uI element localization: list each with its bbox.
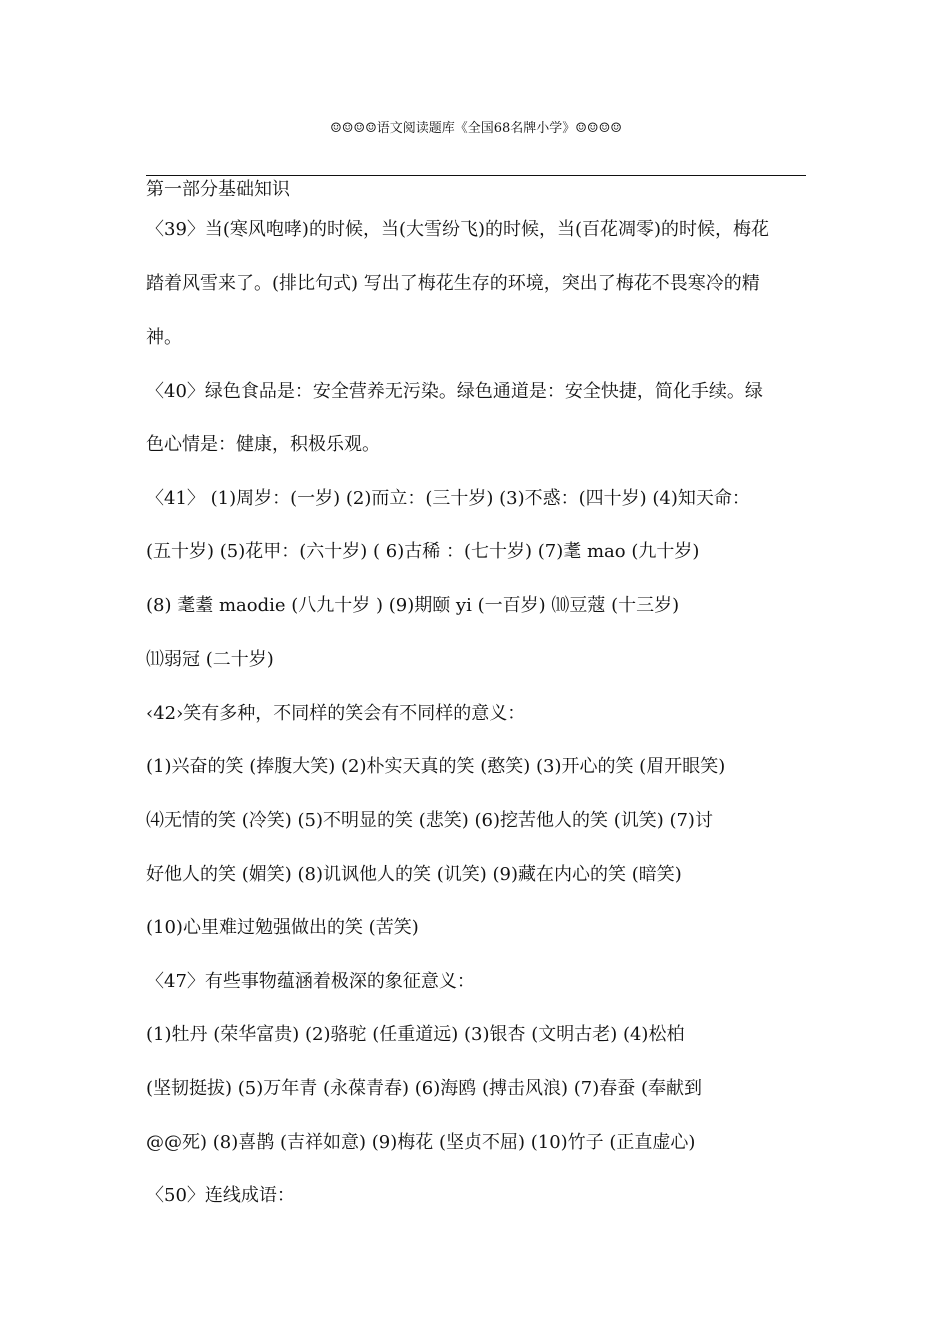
text-line: (8) 耄耋 maodie (八九十岁 ) (9)期颐 yi (一百岁) ⑽豆蔻 (十三岁): [146, 595, 680, 616]
page-header: ☺☺☺☺语文阅读题库《全国68名牌小学》☺☺☺☺: [330, 121, 622, 136]
text-line: ⑾弱冠 (二十岁): [146, 649, 274, 670]
text-line: 〈40〉绿色食品是：安全营养无污染。绿色通道是：安全快捷，简化手续。绿: [146, 381, 763, 402]
text-line: 〈41〉 (1)周岁：(一岁) (2)而立：(三十岁) (3)不惑：(四十岁) (4)知天命：: [146, 488, 750, 509]
text-line: ⑷无情的笑 (冷笑) (5)不明显的笑 (悲笑) (6)挖苦他人的笑 (讥笑) (7)讨: [146, 810, 713, 831]
text-line: (坚韧挺拔) (5)万年青 (永葆青春) (6)海鸥 (搏击风浪) (7)春蚕 (奉献到: [146, 1078, 702, 1099]
text-line: (1)兴奋的笑 (捧腹大笑) (2)朴实天真的笑 (憨笑) (3)开心的笑 (眉开眼笑): [146, 756, 726, 777]
text-line: 踏着风雪来了。(排比句式) 写出了梅花生存的环境，突出了梅花不畏寒冷的精: [146, 273, 760, 294]
text-line: 〈39〉当(寒风咆哮)的时候，当(大雪纷飞)的时候，当(百花凋零)的时候，梅花: [146, 219, 770, 240]
text-line: ‹42›笑有多种，不同样的笑会有不同样的意义：: [146, 703, 526, 724]
text-line: 色心情是：健康，积极乐观。: [146, 434, 380, 455]
section-heading: 第一部分基础知识: [146, 179, 290, 200]
document-body: [146, 176, 810, 1223]
text-line: 神。: [146, 327, 182, 348]
text-line: 好他人的笑 (媚笑) (8)讥讽他人的笑 (讥笑) (9)藏在内心的笑 (暗笑): [146, 864, 682, 885]
text-line: (1)牡丹 (荣华富贵) (2)骆驼 (任重道远) (3)银杏 (文明古老) (4)松柏: [146, 1024, 685, 1045]
text-line: @@死) (8)喜鹊 (吉祥如意) (9)梅花 (坚贞不屈) (10)竹子 (正直虚心): [146, 1132, 696, 1153]
text-line: 〈50〉连线成语：: [146, 1185, 295, 1206]
text-line: (10)心里难过勉强做出的笑 (苦笑): [146, 917, 419, 938]
text-line: 〈47〉有些事物蕴涵着极深的象征意义：: [146, 971, 475, 992]
text-line: (五十岁) (5)花甲：(六十岁) ( 6)古稀 ：(七十岁) (7)耄 mao (九十岁): [146, 541, 700, 562]
